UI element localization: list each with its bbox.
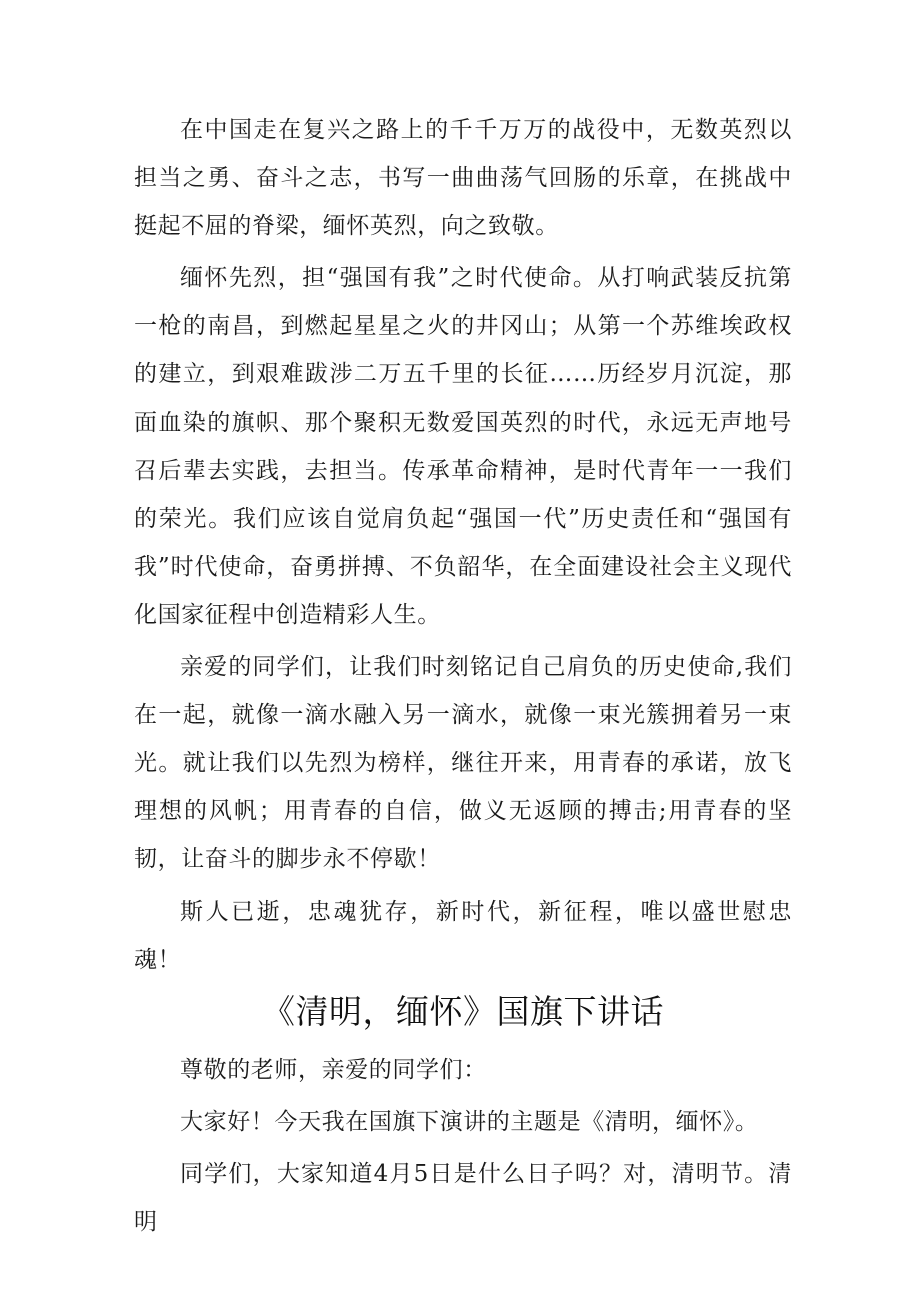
speech-section-2	[134, 1046, 792, 1246]
speech-section-1	[134, 106, 792, 984]
paragraph: 缅怀先烈，担“强国有我”之时代使命。从打响武装反抗第一枪的南昌，到燃起星星之火的井冈山；从第一个苏维埃政权的建立，到艰难跋涉二万五千里的长征……历经岁月沉淀，那面血染的旗帜、那个聚积无数爱国英烈的时代，永远无声地号召后辈去实践，去担当。传承革命精神，是时代青年一一我们的荣光。我们应该自觉肩负起“强国一代”历史责任和“强国有我”时代使命，奋勇拼搏、不负韶华，在全面建设社会主义现代化国家征程中创造精彩人生。	[134, 265, 792, 628]
section-title: 《清明，缅怀》国旗下讲话	[262, 992, 664, 1031]
paragraph: 大家好！今天我在国旗下演讲的主题是《清明，缅怀》。	[180, 1109, 759, 1136]
paragraph: 在中国走在复兴之路上的千千万万的战役中，无数英烈以担当之勇、奋斗之志，书写一曲曲荡气回肠的乐章，在挑战中挺起不屈的脊梁，缅怀英烈，向之致敬。	[134, 117, 792, 240]
paragraph: 同学们，大家知道4月5日是什么日子吗？对，清明节。清明	[134, 1161, 792, 1236]
paragraph: 斯人已逝，忠魂犹存，新时代，新征程，唯以盛世慰忠魂！	[134, 898, 792, 973]
paragraph: 亲爱的同学们，让我们时刻铭记自己肩负的历史使命,我们在一起，就像一滴水融入另一滴水，就像一束光簇拥着另一束光。就让我们以先烈为榜样，继往开来，用青春的承诺，放飞理想的风帆；用青春的自信，做义无返顾的搏击;用青春的坚韧，让奋斗的脚步永不停歇！	[134, 654, 792, 873]
salutation: 尊敬的老师，亲爱的同学们：	[180, 1057, 487, 1083]
